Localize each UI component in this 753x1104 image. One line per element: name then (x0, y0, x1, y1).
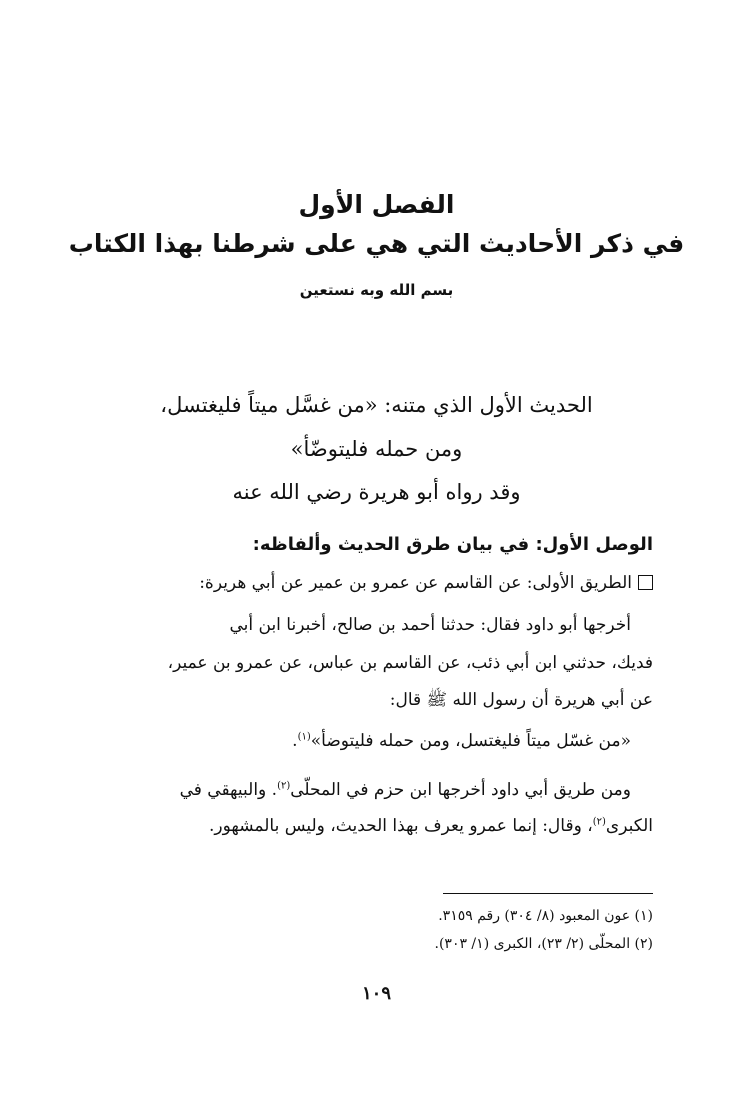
footnote-ref-2a: (٢) (277, 780, 291, 792)
hadith-title-line-3: وقد رواه أبو هريرة رضي الله عنه (232, 480, 521, 504)
page-number: ١٠٩ (361, 983, 391, 1004)
paragraph-1-line-1: أخرجها أبو داود فقال: حدثنا أحمد بن صالح، أخبرنا ابن أبي (229, 615, 631, 635)
route-heading-text: الطريق الأولى: عن القاسم عن عمرو بن عمير عن أبي هريرة: (199, 573, 632, 593)
paragraph-1-line-2: فديك، حدثني ابن أبي ذئب، عن القاسم بن عباس، عن عمرو بن عمير، (167, 653, 653, 673)
paragraph-1-line-3: عن أبي هريرة أن رسول الله ﷺ قال: (389, 690, 653, 710)
footnote-ref-2b: (٢) (592, 816, 606, 828)
hadith-title-line-2: ومن حمله فليتوضّأ» (290, 437, 463, 461)
route-heading (96, 573, 653, 593)
paragraph-2-line-1-text-b: . والبيهقي في (179, 780, 278, 800)
chapter-title: الفصل الأول (298, 190, 455, 219)
paragraph-2-line-2 (96, 816, 653, 836)
hadith-quote: «من غسّل ميتاً فليغتسل، ومن حمله فليتوضأ» (310, 731, 631, 751)
chapter-subtitle: في ذكر الأحاديث التي هي على شرطنا بهذا الكتاب (68, 229, 685, 258)
hadith-title-line-1: الحديث الأول الذي متنه: «من غسَّل ميتاً فليغتسل، (160, 393, 593, 417)
paragraph-2-line-2-text-a: الكبرى (605, 816, 653, 836)
checkbox-square-icon (638, 575, 653, 590)
footnote-ref-1: (١) (297, 731, 311, 743)
quote-end: . (292, 731, 298, 751)
hadith-quote-line (96, 731, 631, 751)
paragraph-2-line-2-text-b: ، وقال: إنما عمرو يعرف بهذا الحديث، وليس بالمشهور. (208, 816, 593, 836)
paragraph-2-line-1-text-a: ومن طريق أبي داود أخرجها ابن حزم في المحلّى (290, 780, 631, 800)
basmala: بسم الله وبه نستعين (299, 281, 454, 299)
footnote-1: (١) عون المعبود (٨/ ٣٠٤) رقم ٣١٥٩. (438, 908, 653, 924)
section-heading: الوصل الأول: في بيان طرق الحديث وألفاظه: (252, 534, 653, 555)
paragraph-2-line-1 (96, 780, 631, 800)
footnote-divider (443, 893, 653, 894)
footnote-2: (٢) المحلّى (٢/ ٢٣)، الكبرى (١/ ٣٠٣). (434, 936, 653, 952)
